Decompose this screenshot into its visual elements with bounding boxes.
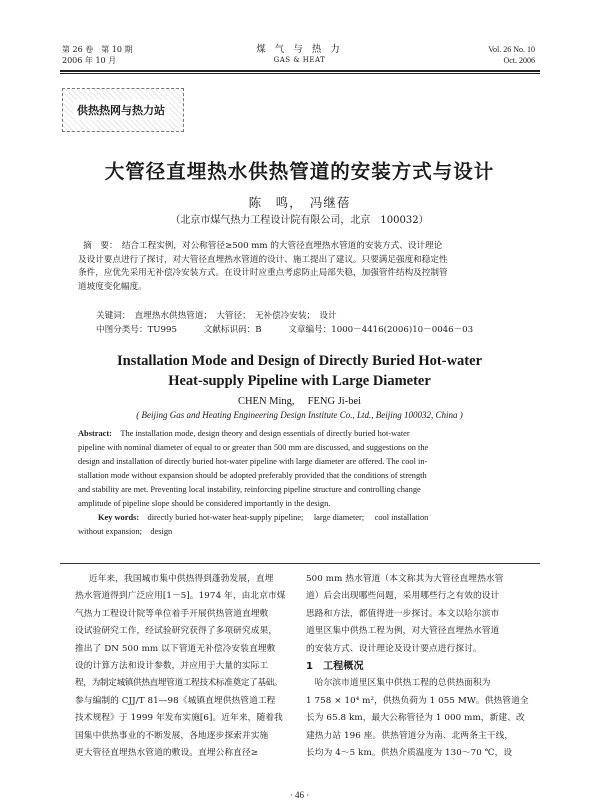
section-heading: 1 工程概况 — [306, 661, 364, 673]
abstract-en-text: The installation mode, design theory and design essentials of directly buried hot-water — [111, 429, 410, 438]
journal-name-en: GAS & HEAT — [273, 56, 326, 64]
section-separator — [60, 563, 540, 564]
article-number: 文章编号：1000－4416(2006)10－0046－03 — [288, 325, 474, 335]
affiliation-cn: （北京市煤气热力工程设计院有限公司，北京 100032） — [170, 215, 429, 226]
abstract-en-line: stallation mode without expansion should be adopted preferably provided that the conditions of strength — [78, 471, 427, 480]
abstract-cn — [78, 240, 522, 294]
keywords-en-label: Key words: — [98, 513, 140, 522]
body-column-right — [306, 571, 528, 762]
abstract-cn-line: 条件，应优先采用无补偿冷安装方式。在设计时应重点考虑防止局部失稳，加强管件结构及控制管 — [78, 268, 448, 278]
body-line: 道）后会出现哪些问题，采用哪些行之有效的设计 — [306, 591, 500, 602]
abstract-en — [78, 427, 522, 539]
header-date-en: Oct. 2006 — [503, 56, 535, 65]
header-rule-thin — [60, 73, 540, 74]
body-line: 技术规程》于 1999 年发布实施[6]。近年来，随着我 — [75, 713, 283, 724]
body-line: 长均为 4～5 km。供热介质温度为 130～70 ℃，设 — [306, 748, 513, 759]
article-title-cn: 大管径直埋热水供热管道的安装方式与设计 — [104, 160, 495, 183]
journal-name-cn: 煤 气 与 热 力 — [256, 44, 343, 55]
page-number: · 46 · — [289, 790, 310, 800]
affiliation-en: ( Beijing Gas and Heating Engineering Design Institute Co., Ltd., Beijing 100032, China ) — [136, 410, 463, 420]
header-rule-thick — [60, 70, 540, 72]
column-label-box — [62, 88, 184, 132]
body-line: 近年来，我国城市集中供热得到蓬勃发展，直埋 — [88, 574, 274, 584]
abstract-cn-line: 道坡度变化幅度。 — [78, 281, 147, 292]
document-code: 文献标识码：B — [203, 325, 262, 335]
keywords-en-line — [78, 511, 522, 525]
keywords-en-line: without expansion; design — [78, 527, 173, 536]
body-line: 的安装方式、设计理论及设计要点进行探讨。 — [306, 643, 482, 654]
authors-en: CHEN Ming, FENG Ji-bei — [237, 396, 362, 407]
body-line: 程，为制定城镇供热直埋管道工程技术标准奠定了基础。 — [75, 678, 283, 689]
body-column-left — [75, 571, 297, 762]
header-volume-en-line: Vol. 26 No. 10 — [488, 45, 535, 54]
authors-cn: 陈 鸣， 冯继蓓 — [248, 195, 351, 210]
body-line: 热水管道得到广泛应用[1－5]。1974 年，由北京市煤 — [75, 591, 286, 602]
body-line: 哈尔滨市道里区集中供热工程的总供热面积为 — [306, 678, 491, 689]
body-line: 思路和方法，都值得进一步探讨。本文以哈尔滨市 — [306, 608, 500, 619]
abstract-en-label: Abstract: — [78, 429, 112, 438]
body-line: 设的计算方法和设计参数，并应用于大量的实际工 — [75, 661, 269, 672]
body-line: 更大管径直埋热水管道的敷设。直埋公称直径≥ — [75, 748, 259, 759]
classification-line — [96, 323, 495, 335]
keywords-cn: 关键词： 直埋热水供热管道； 大管径； 无补偿冷安装； 设计 — [96, 311, 337, 321]
body-line: 推出了 DN 500 mm 以下管道无补偿冷安装直埋敷 — [75, 643, 276, 654]
title-en-line: Heat-supply Pipeline with Large Diameter — [168, 373, 431, 389]
body-line: 1 758 × 10⁴ m²，供热负荷为 1 055 MW。供热管道全 — [306, 695, 529, 706]
abstract-en-line: and stability are met. Preventing local instability, reinforcing pipeline structure and controlling change — [78, 485, 421, 494]
body-line: 500 mm 热水管道（本文称其为大管径直埋热水管 — [306, 574, 504, 584]
body-line: 气热力工程设计院等单位着手开展供热管道直埋敷 — [75, 608, 269, 619]
abstract-cn-line: 及设计要点进行了探讨，对大管径直埋热水管道的设计、施工提出了建议。只要满足强度和稳定性 — [78, 254, 448, 265]
body-line: 长为 65.8 km，最大公称管径为 1 000 mm，新建、改 — [306, 713, 525, 724]
clc-number: 中图分类号：TU995 — [96, 325, 177, 335]
abstract-en-line: amplitude of pipeline slope should be considered importantly in the design. — [78, 499, 331, 508]
abstract-en-line: pipeline with nominal diameter of equal to or greater than 500 mm are discussed, and suggestions on the — [78, 443, 429, 452]
body-line: 国集中供热事业的不断发展，各地逐步探索并实施 — [75, 730, 269, 741]
column-label: 供热热网与热力站 — [73, 100, 169, 120]
title-en-line: Installation Mode and Design of Directly Buried Hot-water — [116, 353, 483, 369]
article-title-en — [0, 351, 599, 391]
header-volume-en — [488, 44, 535, 66]
body-line: 参与编制的 CJJ/T 81—98《城镇直埋供热管道工程 — [75, 695, 276, 706]
abstract-en-line — [78, 427, 522, 441]
body-line: 建热力站 196 座。供热管道分为南、北两条主干线， — [306, 730, 514, 741]
abstract-cn-line: 摘 要： 结合工程实例，对公称管径≥500 mm 的大管径直埋热水管道的安装方式、设计理论 — [83, 241, 443, 251]
body-line: 道里区集中供热工程为例，对大管径直埋热水管道 — [306, 626, 500, 637]
header-date-cn: 2006 年 10 月 — [62, 56, 117, 65]
body-line: 设试验研究工作，经试验研究获得了多项研究成果， — [75, 626, 278, 637]
abstract-en-line: design and installation of directly buried hot-water pipeline with large diameter are offered. The cool in- — [78, 457, 428, 466]
keywords-en-text: directly buried hot-water heat-supply pipeline; large diameter; cool installation — [139, 513, 429, 522]
header-volume: 第 26 卷 第 10 期 — [62, 45, 133, 54]
